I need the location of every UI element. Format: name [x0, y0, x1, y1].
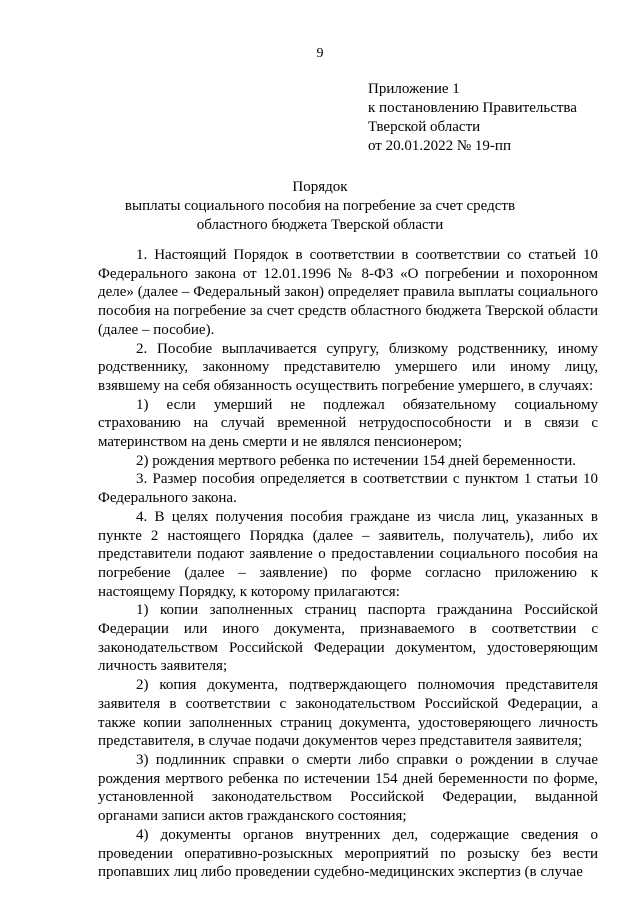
- appendix-line-4: от 20.01.2022 № 19-пп: [368, 138, 511, 154]
- appendix-line-2: к постановлению Правительства: [368, 100, 577, 116]
- heading-line-3: областного бюджета Тверской области: [196, 217, 444, 233]
- appendix-block: [368, 80, 577, 156]
- paragraph-4-item-4: 4) документы органов внутренних дел, содержащие сведения о проведении оперативно-розыскных мероприятий по розыску без вести пропавших лиц либо проведении судебно-медицинских экспертиз (в случае: [98, 826, 598, 881]
- heading-title: Порядок: [292, 179, 348, 195]
- document-body: [98, 246, 598, 882]
- paragraph-3: 3. Размер пособия определяется в соответствии с пунктом 1 статьи 10 Федерального закона.: [98, 471, 598, 507]
- paragraph-2-item-1: 1) если умерший не подлежал обязательному социальному страхованию на случай временной нетрудоспособности и в связи с материнством на день смерти и не являлся пенсионером;: [98, 396, 598, 451]
- paragraph-4-item-1: 1) копии заполненных страниц паспорта гражданина Российской Федерации или иного документа, признаваемого в соответствии с законодательством Российской Федерации документом, удостоверяющим личность заявителя;: [98, 602, 598, 675]
- paragraph-2: 2. Пособие выплачивается супругу, близкому родственнику, иному родственнику, законному представителю умершего или иному лицу, взявшему на себя обязанность осуществить погребение умершего, в случаях:: [98, 340, 598, 394]
- page-number: 9: [316, 46, 324, 61]
- paragraph-4: 4. В целях получения пособия граждане из числа лиц, указанных в пункте 2 настоящего Порядка (далее – заявитель, получатель), либо их представители подают заявление о предоставлении социального пособия на погребение (далее – заявление) по форме согласно приложению к настоящему Порядку, к которому прилагаются:: [98, 508, 598, 600]
- appendix-line-3: Тверской области: [368, 119, 481, 135]
- appendix-line-1: Приложение 1: [368, 81, 460, 97]
- paragraph-4-item-3: 3) подлинник справки о смерти либо справки о рождении в случае рождения мертвого ребенка по истечении 154 дней беременности по форме, установленной законодательством Российской Федерации, выданной органами записи актов гражданского состояния;: [98, 751, 598, 825]
- document-heading: [0, 178, 640, 235]
- paragraph-2-item-2: 2) рождения мертвого ребенка по истечении 154 дней беременности.: [136, 452, 576, 469]
- paragraph-4-item-2: 2) копия документа, подтверждающего полномочия представителя заявителя в соответствии с законодательством Российской Федерации, а также копии заполненных страниц документа, удостоверяющего личность представителя, в случае подачи документов через представителя заявителя;: [98, 677, 598, 750]
- heading-line-2: выплаты социального пособия на погребение за счет средств: [124, 198, 516, 214]
- paragraph-1: 1. Настоящий Порядок в соответствии в соответствии со статьей 10 Федерального закона от 12.01.1996 № 8-ФЗ «О погребении и похоронном деле» (далее – Федеральный закон) определяет правила выплаты социального пособия на погребение за счет средств областного бюджета Тверской области (далее – пособие).: [98, 247, 598, 338]
